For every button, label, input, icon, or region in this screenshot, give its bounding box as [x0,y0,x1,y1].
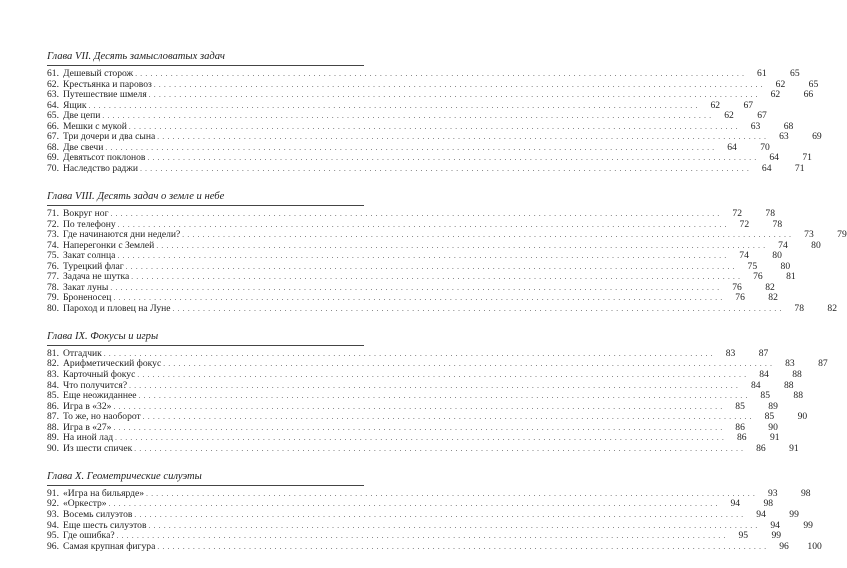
entry-title: Пароход и пловец на Луне [63,302,171,314]
dot-leader: . . . . . . . . . . . . . . . . . . . . . . . . . . . . . . . . . . . . . . . . . . . . . . . . . . . . . . . . . . . . . . . . . . . . . . . . . . . . . . . . . . . . . . . . . . . . . . . . . . . . . . . . . . . . . . . . . . . . . . . . [157,542,767,551]
problem-page-number: 64 [761,162,772,174]
entry-number: 68. [47,141,59,153]
solution-page-number: 88 [783,379,794,391]
entry-title: Броненосец [63,292,112,304]
dot-leader: . . . . . . . . . . . . . . . . . . . . . . . . . . . . . . . . . . . . . . . . . . . . . . . . . . . . . . . . . . . . . . . . . . . . . . . . . . . . . . . . . . . . . . . . . . . . . . . . . . . . . . . . . . . . . . . . . . . . . . . . [117,252,727,261]
solution-page-number: 67 [743,99,754,111]
solution-page-number: 80 [772,250,782,262]
entry-title: Еще неожиданнее [63,390,137,402]
entry-title: Задача не шутка [63,271,130,283]
problem-page-number: 84 [750,379,761,391]
entry-title: Дешевый сторож [63,68,134,79]
entry-number: 85. [47,390,59,402]
chapter-section [47,190,847,314]
toc-entry [47,509,799,521]
entry-title: Восемь силуэтов [63,509,133,520]
dot-leader: . . . . . . . . . . . . . . . . . . . . . . . . . . . . . . . . . . . . . . . . . . . . . . . . . . . . . . . . . . . . . . . . . . . . . . . . . . . . . . . . . . . . . . . . . . . . . . . . . . . . . . . . . . . . . . . . . . . . . . . . [142,413,753,422]
solution-page-number: 82 [768,292,778,304]
dot-leader: . . . . . . . . . . . . . . . . . . . . . . . . . . . . . . . . . . . . . . . . . . . . . . . . . . . . . . . . . . . . . . . . . . . . . . . . . . . . . . . . . . . . . . . . . . . . . . . . . . . . . . . . . . . . . . . . . . . . . . . . [135,70,745,78]
entry-title: Две цепи [63,110,101,122]
chapter-title: Глава IX. Фокусы и игры [47,330,364,346]
solution-page-number: 99 [803,519,813,531]
entry-title: Что получится? [63,379,128,391]
solution-page-number: 87 [818,358,828,370]
entry-number: 90. [47,442,59,454]
problem-page-number: 93 [767,487,778,499]
solution-page-number: 98 [800,487,811,499]
solution-page-number: 91 [769,432,780,444]
entry-title: То же, но наоборот [63,411,141,423]
toc-entry [47,207,775,220]
dot-leader: . . . . . . . . . . . . . . . . . . . . . . . . . . . . . . . . . . . . . . . . . . . . . . . . . . . . . . . . . . . . . . . . . . . . . . . . . . . . . . . . . . . . . . . . . . . . . . . . . . . . . . . . . . . . . . . . . . . . . . . . [157,133,767,142]
problem-page-number: 62 [770,89,781,101]
problem-page-number: 94 [770,519,780,531]
toc-entry [47,540,822,553]
solution-page-number: 68 [783,120,794,132]
dot-leader: . . . . . . . . . . . . . . . . . . . . . . . . . . . . . . . . . . . . . . . . . . . . . . . . . . . . . . . . . . . . . . . . . . . . . . . . . . . . . . . . . . . . . . . . . . . . . . . . . . . . . . . . . . . . . . . . . . . . . . . . [113,423,723,432]
entry-title: Путешествие шмеля [63,89,147,101]
problem-page-number: 85 [764,411,775,423]
entry-number: 86. [47,400,59,412]
entry-number: 74. [47,239,59,251]
problem-page-number: 62 [775,78,786,90]
entry-number: 77. [47,271,59,283]
entry-number: 64. [47,99,59,111]
entry-title: На иной лад [63,432,114,444]
problem-page-number: 62 [710,99,721,111]
toc-entry [47,162,805,175]
entry-title: Две свечи [63,141,104,153]
dot-leader: . . . . . . . . . . . . . . . . . . . . . . . . . . . . . . . . . . . . . . . . . . . . . . . . . . . . . . . . . . . . . . . . . . . . . . . . . . . . . . . . . . . . . . . . . . . . . . . . . . . . . . . . . . . . . . . . . . . . . . . . [115,434,725,443]
problem-page-number: 78 [794,302,804,314]
solution-page-number: 99 [771,530,782,542]
solution-page-number: 71 [794,162,805,174]
chapter-title: Глава X. Геометрические силуэты [47,470,364,486]
dot-leader: . . . . . . . . . . . . . . . . . . . . . . . . . . . . . . . . . . . . . . . . . . . . . . . . . . . . . . . . . . . . . . . . . . . . . . . . . . . . . . . . . . . . . . . . . . . . . . . . . . . . . . . . . . . . . . . . . . . . . . . . [125,262,736,271]
dot-leader: . . . . . . . . . . . . . . . . . . . . . . . . . . . . . . . . . . . . . . . . . . . . . . . . . . . . . . . . . . . . . . . . . . . . . . . . . . . . . . . . . . . . . . . . . . . . . . . . . . . . . . . . . . . . . . . . . . . . . . . . [156,241,766,250]
chapter-title: Глава VIII. Десять задач о земле и небе [47,190,364,206]
entry-title: Где начинаются дни недели? [63,229,181,241]
entry-number: 65. [47,110,59,122]
table-of-contents [47,50,847,568]
entry-number: 73. [47,229,59,241]
entry-number: 91. [47,487,59,499]
entry-title: Закат солнца [63,250,116,262]
toc-entry [47,89,814,101]
entry-title: Закат луны [63,281,109,293]
entry-title: Наперегонки с Землей [63,239,155,251]
dot-leader: . . . . . . . . . . . . . . . . . . . . . . . . . . . . . . . . . . . . . . . . . . . . . . . . . . . . . . . . . . . . . . . . . . . . . . . . . . . . . . . . . . . . . . . . . . . . . . . . . . . . . . . . . . . . . . . . . . . . . . . . [128,122,739,131]
solution-page-number: 71 [802,152,812,164]
dot-leader: . . . . . . . . . . . . . . . . . . . . . . . . . . . . . . . . . . . . . . . . . . . . . . . . . . . . . . . . . . . . . . . . . . . . . . . . . . . . . . . . . . . . . . . . . . . . . . . . . . . . . . . . . . . . . . . . . . . . . . . . [117,220,728,229]
problem-page-number: 64 [769,152,779,164]
dot-leader: . . . . . . . . . . . . . . . . . . . . . . . . . . . . . . . . . . . . . . . . . . . . . . . . . . . . . . . . . . . . . . . . . . . . . . . . . . . . . . . . . . . . . . . . . . . . . . . . . . . . . . . . . . . . . . . . . . . . . . . . [113,402,723,411]
solution-page-number: 69 [812,131,822,143]
toc-entry [47,68,800,80]
problem-page-number: 72 [739,218,750,230]
solution-page-number: 81 [786,271,796,283]
toc-entry [47,442,799,455]
entry-number: 88. [47,421,59,433]
problem-page-number: 96 [779,540,789,552]
dot-leader: . . . . . . . . . . . . . . . . . . . . . . . . . . . . . . . . . . . . . . . . . . . . . . . . . . . . . . . . . . . . . . . . . . . . . . . . . . . . . . . . . . . . . . . . . . . . . . . . . . . . . . . . . . . . . . . . . . . . . . . . [148,521,758,530]
problem-page-number: 76 [753,271,763,283]
dot-leader: . . . . . . . . . . . . . . . . . . . . . . . . . . . . . . . . . . . . . . . . . . . . . . . . . . . . . . . . . . . . . . . . . . . . . . . . . . . . . . . . . . . . . . . . . . . . . . . . . . . . . . . . . . . . . . . . . . . . . . . . [105,143,715,152]
problem-page-number: 62 [724,110,734,122]
dot-leader: . . . . . . . . . . . . . . . . . . . . . . . . . . . . . . . . . . . . . . . . . . . . . . . . . . . . . . . . . . . . . . . . . . . . . . . . . . . . . . . . . . . . . . . . . . . . . . . . . . . . . . . . . . . . . . . . . . . . . . . . [172,304,782,313]
entry-number: 87. [47,411,59,423]
problem-page-number: 63 [779,131,789,143]
entry-number: 82. [47,358,59,370]
solution-page-number: 70 [760,141,770,153]
dot-leader: . . . . . . . . . . . . . . . . . . . . . . . . . . . . . . . . . . . . . . . . . . . . . . . . . . . . . . . . . . . . . . . . . . . . . . . . . . . . . . . . . . . . . . . . . . . . . . . . . . . . . . . . . . . . . . . . . . . . . . . . [163,360,773,369]
entry-title: Игра в «27» [63,421,112,433]
dot-leader: . . . . . . . . . . . . . . . . . . . . . . . . . . . . . . . . . . . . . . . . . . . . . . . . . . . . . . . . . . . . . . . . . . . . . . . . . . . . . . . . . . . . . . . . . . . . . . . . . . . . . . . . . . . . . . . . . . . . . . . . [103,349,714,358]
entry-number: 72. [47,218,59,230]
problem-page-number: 75 [747,260,758,272]
dot-leader: . . . . . . . . . . . . . . . . . . . . . . . . . . . . . . . . . . . . . . . . . . . . . . . . . . . . . . . . . . . . . . . . . . . . . . . . . . . . . . . . . . . . . . . . . . . . . . . . . . . . . . . . . . . . . . . . . . . . . . . . [146,489,756,498]
entry-title: «Оркестр» [63,498,107,510]
solution-page-number: 90 [797,411,808,423]
entry-title: Крестьянка и паровоз [63,78,152,90]
solution-page-number: 99 [789,509,799,520]
problem-page-number: 86 [735,421,745,433]
chapter-section [47,470,822,552]
problem-page-number: 94 [756,509,766,520]
entry-title: Турецкий флаг [63,260,124,272]
solution-page-number: 80 [811,239,821,251]
chapter-section [47,330,828,454]
problem-page-number: 72 [732,207,742,219]
problem-page-number: 83 [785,358,795,370]
entry-number: 67. [47,131,59,143]
dot-leader: . . . . . . . . . . . . . . . . . . . . . . . . . . . . . . . . . . . . . . . . . . . . . . . . . . . . . . . . . . . . . . . . . . . . . . . . . . . . . . . . . . . . . . . . . . . . . . . . . . . . . . . . . . . . . . . . . . . . . . . . [129,381,739,390]
dot-leader: . . . . . . . . . . . . . . . . . . . . . . . . . . . . . . . . . . . . . . . . . . . . . . . . . . . . . . . . . . . . . . . . . . . . . . . . . . . . . . . . . . . . . . . . . . . . . . . . . . . . . . . . . . . . . . . . . . . . . . . . [148,91,759,100]
problem-page-number: 61 [757,68,767,79]
entry-title: По телефону [63,218,116,230]
entry-number: 63. [47,89,59,101]
dot-leader: . . . . . . . . . . . . . . . . . . . . . . . . . . . . . . . . . . . . . . . . . . . . . . . . . . . . . . . . . . . . . . . . . . . . . . . . . . . . . . . . . . . . . . . . . . . . . . . . . . . . . . . . . . . . . . . . . . . . . . . . [140,164,750,173]
entry-title: Девятьсот поклонов [63,152,146,164]
solution-page-number: 90 [768,421,778,433]
problem-page-number: 84 [759,369,769,381]
dot-leader: . . . . . . . . . . . . . . . . . . . . . . . . . . . . . . . . . . . . . . . . . . . . . . . . . . . . . . . . . . . . . . . . . . . . . . . . . . . . . . . . . . . . . . . . . . . . . . . . . . . . . . . . . . . . . . . . . . . . . . . . [108,500,719,509]
entry-number: 93. [47,509,59,520]
solution-page-number: 82 [765,281,775,293]
entry-number: 71. [47,207,59,219]
solution-page-number: 79 [837,229,847,241]
problem-page-number: 63 [750,120,761,132]
problem-page-number: 76 [735,292,745,304]
entry-number: 89. [47,432,59,444]
problem-page-number: 95 [738,530,749,542]
entry-title: Арифметический фокус [63,358,162,370]
entry-number: 92. [47,498,59,510]
entry-number: 96. [47,540,59,552]
toc-entry [47,369,802,381]
entry-number: 95. [47,530,59,542]
dot-leader: . . . . . . . . . . . . . . . . . . . . . . . . . . . . . . . . . . . . . . . . . . . . . . . . . . . . . . . . . . . . . . . . . . . . . . . . . . . . . . . . . . . . . . . . . . . . . . . . . . . . . . . . . . . . . . . . . . . . . . . . [182,231,792,240]
solution-page-number: 82 [827,302,837,314]
entry-title: Еще шесть силуэтов [63,519,147,531]
dot-leader: . . . . . . . . . . . . . . . . . . . . . . . . . . . . . . . . . . . . . . . . . . . . . . . . . . . . . . . . . . . . . . . . . . . . . . . . . . . . . . . . . . . . . . . . . . . . . . . . . . . . . . . . . . . . . . . . . . . . . . . . [138,392,748,401]
entry-number: 69. [47,152,59,164]
solution-page-number: 88 [792,369,802,381]
problem-page-number: 73 [804,229,814,241]
entry-number: 79. [47,292,59,304]
entry-number: 94. [47,519,59,531]
problem-page-number: 76 [732,281,742,293]
entry-title: Вокруг ног [63,207,109,219]
dot-leader: . . . . . . . . . . . . . . . . . . . . . . . . . . . . . . . . . . . . . . . . . . . . . . . . . . . . . . . . . . . . . . . . . . . . . . . . . . . . . . . . . . . . . . . . . . . . . . . . . . . . . . . . . . . . . . . . . . . . . . . . [116,532,727,541]
toc-entry [47,302,837,315]
solution-page-number: 65 [790,68,800,79]
entry-number: 62. [47,78,59,90]
problem-page-number: 64 [727,141,737,153]
entry-title: Наследство раджи [63,162,139,174]
solution-page-number: 78 [765,207,775,219]
problem-page-number: 94 [730,498,741,510]
entry-number: 75. [47,250,59,262]
entry-title: Отгадчик [63,347,102,359]
entry-number: 80. [47,302,59,314]
problem-page-number: 83 [725,347,736,359]
dot-leader: . . . . . . . . . . . . . . . . . . . . . . . . . . . . . . . . . . . . . . . . . . . . . . . . . . . . . . . . . . . . . . . . . . . . . . . . . . . . . . . . . . . . . . . . . . . . . . . . . . . . . . . . . . . . . . . . . . . . . . . . [88,101,699,110]
solution-page-number: 91 [789,442,799,454]
solution-page-number: 66 [803,89,814,101]
problem-page-number: 85 [760,390,770,402]
dot-leader: . . . . . . . . . . . . . . . . . . . . . . . . . . . . . . . . . . . . . . . . . . . . . . . . . . . . . . . . . . . . . . . . . . . . . . . . . . . . . . . . . . . . . . . . . . . . . . . . . . . . . . . . . . . . . . . . . . . . . . . . [110,283,720,292]
solution-page-number: 65 [808,78,819,90]
solution-page-number: 78 [772,218,783,230]
entry-title: «Игра на бильярде» [63,487,145,499]
entry-title: Самая крупная фигура [63,540,156,552]
solution-page-number: 89 [768,400,778,412]
entry-title: Ящик [63,99,87,111]
entry-title: Мешки с мукой [63,120,127,132]
chapter-title: Глава VII. Десять замысловатых задач [47,50,364,66]
solution-page-number: 80 [780,260,791,272]
problem-page-number: 86 [736,432,747,444]
dot-leader: . . . . . . . . . . . . . . . . . . . . . . . . . . . . . . . . . . . . . . . . . . . . . . . . . . . . . . . . . . . . . . . . . . . . . . . . . . . . . . . . . . . . . . . . . . . . . . . . . . . . . . . . . . . . . . . . . . . . . . . . [147,154,757,163]
entry-number: 84. [47,379,59,391]
entry-number: 66. [47,120,59,132]
problem-page-number: 74 [739,250,749,262]
dot-leader: . . . . . . . . . . . . . . . . . . . . . . . . . . . . . . . . . . . . . . . . . . . . . . . . . . . . . . . . . . . . . . . . . . . . . . . . . . . . . . . . . . . . . . . . . . . . . . . . . . . . . . . . . . . . . . . . . . . . . . . . [134,444,744,453]
dot-leader: . . . . . . . . . . . . . . . . . . . . . . . . . . . . . . . . . . . . . . . . . . . . . . . . . . . . . . . . . . . . . . . . . . . . . . . . . . . . . . . . . . . . . . . . . . . . . . . . . . . . . . . . . . . . . . . . . . . . . . . . [131,273,741,282]
entry-number: 83. [47,369,59,381]
entry-title: Где ошибка? [63,530,115,542]
entry-number: 70. [47,162,59,174]
problem-page-number: 86 [756,442,766,454]
chapter-section [47,50,822,174]
solution-page-number: 100 [807,540,822,552]
entry-title: Карточный фокус [63,369,136,381]
entry-title: Игра в «32» [63,400,112,412]
entry-number: 76. [47,260,59,272]
problem-page-number: 74 [778,239,788,251]
entry-title: Из шести спичек [63,442,133,454]
entry-number: 78. [47,281,59,293]
dot-leader: . . . . . . . . . . . . . . . . . . . . . . . . . . . . . . . . . . . . . . . . . . . . . . . . . . . . . . . . . . . . . . . . . . . . . . . . . . . . . . . . . . . . . . . . . . . . . . . . . . . . . . . . . . . . . . . . . . . . . . . . [102,112,712,121]
dot-leader: . . . . . . . . . . . . . . . . . . . . . . . . . . . . . . . . . . . . . . . . . . . . . . . . . . . . . . . . . . . . . . . . . . . . . . . . . . . . . . . . . . . . . . . . . . . . . . . . . . . . . . . . . . . . . . . . . . . . . . . . [153,80,764,89]
entry-title: Три дочери и два сына [63,131,156,143]
dot-leader: . . . . . . . . . . . . . . . . . . . . . . . . . . . . . . . . . . . . . . . . . . . . . . . . . . . . . . . . . . . . . . . . . . . . . . . . . . . . . . . . . . . . . . . . . . . . . . . . . . . . . . . . . . . . . . . . . . . . . . . . [137,371,747,380]
entry-number: 61. [47,68,59,79]
solution-page-number: 88 [793,390,803,402]
dot-leader: . . . . . . . . . . . . . . . . . . . . . . . . . . . . . . . . . . . . . . . . . . . . . . . . . . . . . . . . . . . . . . . . . . . . . . . . . . . . . . . . . . . . . . . . . . . . . . . . . . . . . . . . . . . . . . . . . . . . . . . . [113,294,723,303]
solution-page-number: 98 [763,498,774,510]
dot-leader: . . . . . . . . . . . . . . . . . . . . . . . . . . . . . . . . . . . . . . . . . . . . . . . . . . . . . . . . . . . . . . . . . . . . . . . . . . . . . . . . . . . . . . . . . . . . . . . . . . . . . . . . . . . . . . . . . . . . . . . . [110,209,720,218]
solution-page-number: 67 [757,110,767,122]
entry-number: 81. [47,347,59,359]
solution-page-number: 87 [758,347,769,359]
problem-page-number: 85 [735,400,745,412]
dot-leader: . . . . . . . . . . . . . . . . . . . . . . . . . . . . . . . . . . . . . . . . . . . . . . . . . . . . . . . . . . . . . . . . . . . . . . . . . . . . . . . . . . . . . . . . . . . . . . . . . . . . . . . . . . . . . . . . . . . . . . . . [134,511,744,519]
